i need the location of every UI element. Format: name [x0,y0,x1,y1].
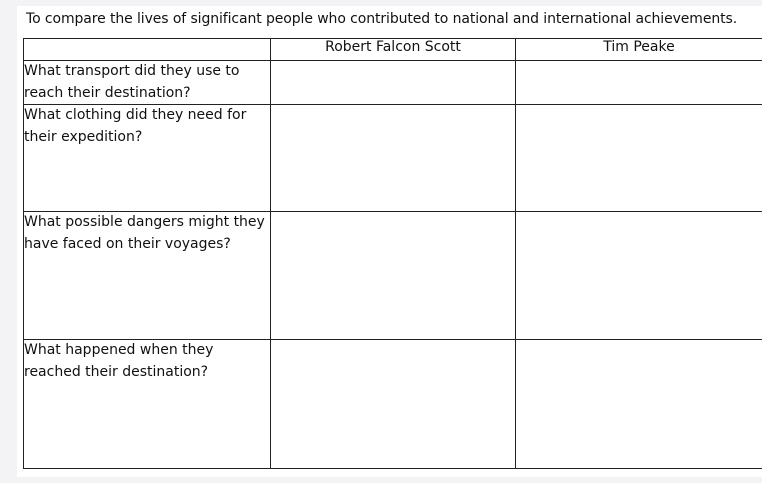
table-row [24,212,762,340]
question-cell [24,61,271,105]
header-cell-robert-falcon-scott: Robert Falcon Scott [271,39,516,61]
question-dangers: What possible dangers might they have faced on their voyages? [24,214,265,252]
answer-cell-scott[interactable] [271,212,516,340]
answer-cell-scott[interactable] [271,105,516,212]
answer-cell-peake[interactable] [516,340,762,469]
header-cell-tim-peake: Tim Peake [516,39,762,61]
table-row [24,340,762,469]
question-transport: What transport did they use to reach their destination? [24,63,240,101]
answer-cell-scott[interactable] [271,61,516,105]
header-row [24,39,762,61]
worksheet-page [17,6,762,477]
question-clothing: What clothing did they need for their expedition? [24,107,247,145]
question-destination: What happened when they reached their destination? [24,342,214,380]
table-row [24,61,762,105]
comparison-table [23,38,762,469]
question-cell [24,340,271,469]
answer-cell-peake[interactable] [516,105,762,212]
question-cell [24,212,271,340]
answer-cell-peake[interactable] [516,61,762,105]
worksheet-title: To compare the lives of significant people who contributed to national and international achievements. [26,11,738,27]
question-cell [24,105,271,212]
table-row [24,105,762,212]
answer-cell-scott[interactable] [271,340,516,469]
answer-cell-peake[interactable] [516,212,762,340]
header-cell-blank [24,39,271,61]
